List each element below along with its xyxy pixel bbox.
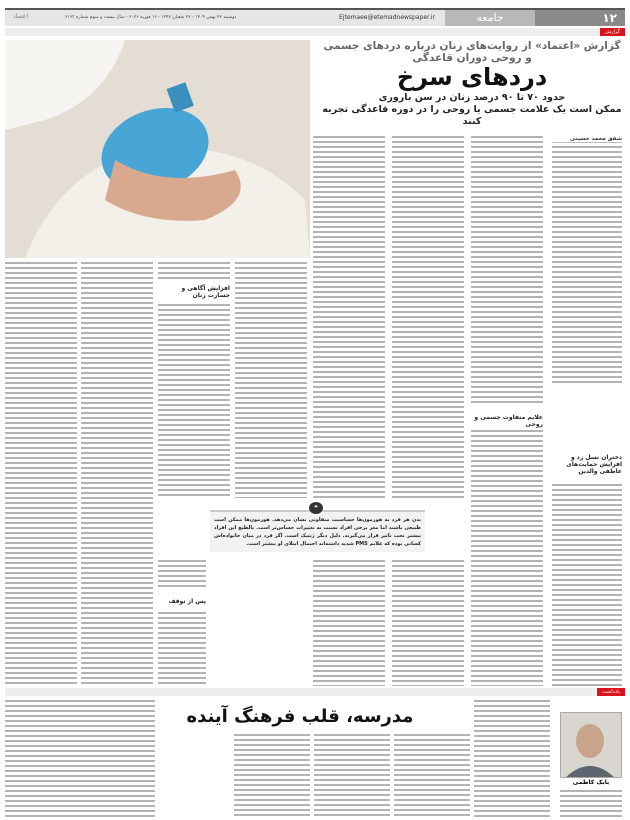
text-column	[313, 560, 385, 686]
note-title: مدرسه، قلب فرهنگ آینده	[186, 706, 414, 727]
note-tag: یادداشت	[597, 688, 625, 696]
article-title: دردهای سرخ	[396, 63, 548, 91]
text-column	[158, 560, 206, 590]
article-kicker: گزارش «اعتماد» از روایت‌های زنان درباره دردهای جسمی و روحی دوران قاعدگی	[323, 40, 621, 64]
text-column	[158, 612, 206, 686]
page-number: ۱۲	[535, 10, 625, 26]
text-column	[474, 700, 550, 818]
text-column	[313, 136, 385, 498]
text-column	[552, 146, 622, 386]
subhead: دختران نسل زد و افزایش حمایت‌های عاطفی والدین	[566, 454, 622, 475]
text-column	[392, 136, 464, 498]
article-photo	[5, 40, 310, 258]
subhead: علایم متفاوت جسمی و روحی	[474, 414, 543, 428]
email-link[interactable]: Ejtemaee@etemadnewspaper.ir	[339, 14, 435, 21]
text-column	[560, 790, 622, 818]
text-column	[5, 262, 77, 686]
subhead: پس از توقف	[168, 598, 206, 605]
article-subtitle	[322, 92, 622, 128]
quote-icon: ❝	[309, 502, 323, 514]
text-column	[81, 262, 153, 686]
text-column	[5, 700, 155, 818]
text-column	[234, 734, 310, 818]
author-portrait-icon	[560, 713, 621, 778]
subtitle-line-2: ممکن است یک علامت جسمی یا روحی را در دوره قاعدگی تجربه کنند	[322, 104, 622, 127]
subtitle-line-1: حدود ۷۰ تا ۹۰ درصد زنان در سن باروری	[378, 92, 566, 103]
page-header	[5, 8, 625, 26]
report-tag: گزارش	[600, 28, 625, 36]
author-photo	[560, 712, 622, 778]
note-strip	[5, 688, 625, 696]
text-column	[471, 430, 543, 686]
text-column	[552, 484, 622, 686]
section-name: جامعه	[445, 10, 535, 26]
text-column	[158, 262, 230, 280]
issue-date: دوشنبه ۲۷ بهمن ۱۴۰۴ - ۲۷ شعبان ۱۴۴۷ - ۱۶ فوریه ۲۰۲۶ - سال بیست و سوم شماره ۶۱۶۳	[65, 15, 237, 20]
text-column	[158, 304, 230, 498]
author-name: بابک کاظمی	[572, 779, 610, 786]
section-strip	[5, 28, 625, 36]
text-column	[471, 136, 543, 406]
hot-water-bottle-image	[5, 40, 310, 258]
text-column	[394, 734, 470, 818]
subhead: افزایش آگاهی و جسارت زنان	[181, 285, 230, 299]
text-column	[235, 262, 307, 498]
text-column	[314, 734, 390, 818]
byline: شفق محمد حسینی	[552, 136, 622, 143]
pull-quote	[210, 510, 425, 552]
pull-quote-text: بدن هر فرد به هورمون‌ها حساسیت متفاوتی نشان می‌دهد. هورمون‌ها ممکن است طبیعی باشند اما مغز برخی افراد نسبت به تغییرات حساس‌تر است. بالطبع این افراد بیشتر تحت تاثیر قرار می‌گیرند. دلیل دیگر ژنتیک است. اگر فرد در میان خانواده‌اش کسانی بوده که علایم PMS شدید داشته‌اند احتمال ابتلای او بیشتر است.	[214, 517, 421, 547]
text-column	[392, 560, 464, 686]
newspaper-logo: اعتماد	[13, 13, 29, 20]
